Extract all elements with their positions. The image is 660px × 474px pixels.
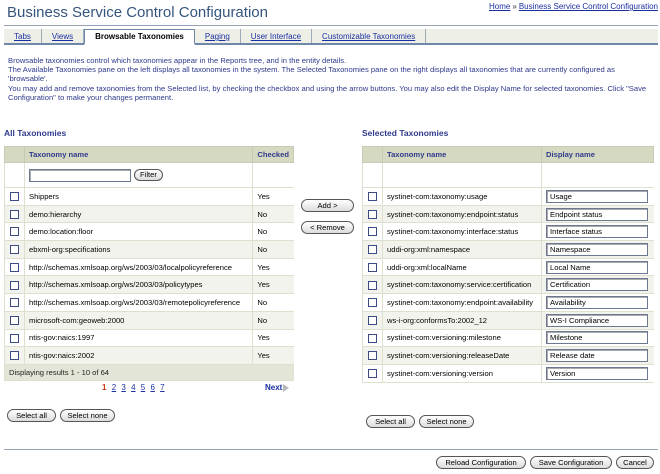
table-row	[363, 347, 654, 365]
row-checkbox-cell	[5, 241, 25, 259]
row-checkbox-cell	[363, 294, 383, 312]
spacer-cell	[363, 163, 383, 188]
checked-cell: Yes	[253, 188, 294, 206]
row-checkbox-cell	[5, 276, 25, 294]
table-row	[363, 188, 654, 206]
filter-row-spacer-right	[253, 163, 294, 188]
table-row	[5, 294, 294, 312]
right-select-all-button[interactable]: Select all	[366, 415, 415, 428]
taxonomy-name-cell: demo:hierarchy	[25, 205, 253, 223]
taxonomy-name-cell: uddi-org:xml:namespace	[383, 241, 542, 259]
row-checkbox-cell	[363, 241, 383, 259]
checkbox-column-header	[363, 147, 383, 163]
row-checkbox[interactable]	[368, 192, 377, 201]
display-name-cell	[542, 258, 654, 276]
table-row	[5, 205, 294, 223]
page-link-5[interactable]: 5	[140, 383, 146, 392]
display-name-cell	[542, 205, 654, 223]
row-checkbox-cell	[363, 364, 383, 382]
bottom-divider	[4, 449, 658, 450]
row-checkbox[interactable]	[10, 263, 19, 272]
page-title: Business Service Control Configuration	[7, 4, 268, 21]
taxonomy-name-cell: ws-i-org:conformsTo:2002_12	[383, 311, 542, 329]
selected-taxonomies-table	[362, 146, 654, 383]
checked-cell: Yes	[253, 329, 294, 347]
tab-paging[interactable]: Paging	[195, 29, 241, 43]
filter-input[interactable]	[29, 169, 131, 182]
tab-bar-fill	[426, 29, 658, 43]
checked-cell: No	[253, 241, 294, 259]
table-row	[5, 188, 294, 206]
checkbox-column-header	[5, 147, 25, 163]
page-link-2[interactable]: 2	[111, 383, 117, 392]
checked-cell: Yes	[253, 347, 294, 365]
display-name-cell	[542, 294, 654, 312]
table-row	[5, 311, 294, 329]
taxonomy-name-cell: systinet-com:versioning:releaseDate	[383, 347, 542, 365]
taxonomy-name-cell: systinet-com:taxonomy:endpoint:status	[383, 205, 542, 223]
table-row	[363, 205, 654, 223]
row-checkbox-cell	[5, 347, 25, 365]
table-row	[363, 329, 654, 347]
table-header-row	[5, 147, 294, 163]
tab-browsable-taxonomies[interactable]: Browsable Taxonomies	[84, 29, 195, 45]
display-name-input[interactable]: WS-I Compliance	[546, 314, 648, 327]
spacer-row	[363, 163, 654, 188]
display-name-cell	[542, 276, 654, 294]
row-checkbox[interactable]	[10, 227, 19, 236]
row-checkbox[interactable]	[368, 298, 377, 307]
display-name-cell	[542, 364, 654, 382]
table-row	[5, 329, 294, 347]
next-page-link[interactable]	[265, 383, 289, 392]
spacer-cell	[383, 163, 542, 188]
title-divider	[4, 25, 658, 26]
table-row	[5, 347, 294, 365]
row-checkbox[interactable]	[10, 334, 19, 343]
breadcrumb	[489, 2, 658, 11]
pager	[102, 383, 168, 392]
row-checkbox-cell	[5, 205, 25, 223]
taxonomy-name-cell: systinet-com:versioning:version	[383, 364, 542, 382]
display-name-input[interactable]: Endpoint status	[546, 208, 648, 221]
right-select-none-button[interactable]: Select none	[419, 415, 474, 428]
all-taxonomies-table	[4, 146, 294, 381]
remove-button[interactable]: < Remove	[301, 221, 354, 234]
intro-line-2: The Available Taxonomies pane on the left displays all taxonomies in the system. The Selected Taxonomies pane on the right displays all taxonomies that are currently configured as 'browsable'.	[8, 65, 615, 84]
intro-line-3: You may add and remove taxonomies from the Selected list, by checking the checkbox and using the arrow buttons. You may also edit the Display Name for selected taxonomies. Click "Save Configuration" to make your changes permanent.	[8, 83, 647, 102]
taxonomy-name-cell: ntis-gov:naics:2002	[25, 347, 253, 365]
row-checkbox-cell	[5, 329, 25, 347]
page-link-3[interactable]: 3	[121, 383, 126, 392]
display-name-input[interactable]: Certification	[546, 278, 648, 291]
taxonomy-name-cell: systinet-com:taxonomy:endpoint:availability	[383, 294, 542, 312]
page-link-6[interactable]: 6	[150, 383, 155, 392]
taxonomy-name-cell: systinet-com:taxonomy:service:certification	[383, 276, 542, 294]
row-checkbox-cell	[363, 188, 383, 206]
filter-row-spacer	[5, 163, 25, 188]
taxonomy-name-cell: ebxml-org:specifications	[25, 241, 253, 259]
taxonomy-name-cell: Shippers	[25, 188, 253, 206]
results-count: Displaying results 1 - 10 of 64	[5, 364, 294, 380]
row-checkbox[interactable]	[368, 245, 377, 254]
tab-bar	[4, 29, 658, 45]
row-checkbox[interactable]	[368, 210, 377, 219]
row-checkbox-cell	[363, 276, 383, 294]
display-name-input[interactable]: Availability	[546, 296, 648, 309]
row-checkbox[interactable]	[10, 281, 19, 290]
intro-line-1: Browsable taxonomies control which taxonomies appear in the Reports tree, and in the entity details.	[8, 56, 347, 65]
table-row	[363, 294, 654, 312]
taxonomy-name-cell: systinet-com:versioning:milestone	[383, 329, 542, 347]
row-checkbox[interactable]	[10, 192, 19, 201]
results-footer-row	[5, 364, 294, 380]
checked-cell: No	[253, 205, 294, 223]
display-name-cell	[542, 241, 654, 259]
taxonomy-name-cell: http://schemas.xmlsoap.org/ws/2003/03/localpolicyreference	[25, 258, 253, 276]
row-checkbox[interactable]	[10, 316, 19, 325]
row-checkbox[interactable]	[10, 245, 19, 254]
row-checkbox-cell	[363, 258, 383, 276]
taxonomy-name-cell: http://schemas.xmlsoap.org/ws/2003/03/remotepolicyreference	[25, 294, 253, 312]
row-checkbox-cell	[5, 294, 25, 312]
page-link-7[interactable]: 7	[160, 383, 165, 392]
row-checkbox[interactable]	[10, 298, 19, 307]
add-button[interactable]: Add >	[301, 199, 354, 212]
display-name-input[interactable]: Local Name	[546, 261, 648, 274]
checked-cell: No	[253, 223, 294, 241]
tab-user-interface[interactable]: User Interface	[241, 29, 312, 43]
taxonomy-name-column-header: Taxonomy name	[383, 147, 542, 163]
spacer-cell	[542, 163, 654, 188]
display-name-cell	[542, 223, 654, 241]
table-row	[5, 223, 294, 241]
row-checkbox-cell	[5, 311, 25, 329]
row-checkbox[interactable]	[368, 227, 377, 236]
intro-text	[8, 56, 648, 102]
taxonomy-name-cell: http://schemas.xmlsoap.org/ws/2003/03/policytypes	[25, 276, 253, 294]
left-select-none-button[interactable]: Select none	[60, 409, 115, 422]
row-checkbox[interactable]	[368, 316, 377, 325]
table-row	[363, 258, 654, 276]
row-checkbox-cell	[363, 311, 383, 329]
taxonomy-name-cell: demo:location:floor	[25, 223, 253, 241]
row-checkbox[interactable]	[368, 281, 377, 290]
taxonomy-name-cell: ntis-gov:naics:1997	[25, 329, 253, 347]
checked-cell: Yes	[253, 258, 294, 276]
checked-cell: No	[253, 294, 294, 312]
row-checkbox[interactable]	[10, 210, 19, 219]
display-name-cell	[542, 188, 654, 206]
row-checkbox[interactable]	[368, 263, 377, 272]
display-name-input[interactable]: Version	[546, 367, 648, 380]
display-name-input[interactable]: Interface status	[546, 225, 648, 238]
breadcrumb-home-link[interactable]: Home	[489, 2, 511, 11]
table-row	[363, 364, 654, 382]
display-name-column-header: Display name	[542, 147, 654, 163]
row-checkbox-cell	[363, 223, 383, 241]
save-configuration-button[interactable]: Save Configuration	[530, 456, 612, 469]
filter-row	[5, 163, 294, 188]
display-name-cell	[542, 311, 654, 329]
display-name-cell	[542, 329, 654, 347]
row-checkbox-cell	[363, 205, 383, 223]
checked-cell: Yes	[253, 276, 294, 294]
table-row	[5, 276, 294, 294]
display-name-input[interactable]: Usage	[546, 190, 648, 203]
all-taxonomies-title: All Taxonomies	[4, 128, 67, 138]
table-row	[363, 241, 654, 259]
row-checkbox-cell	[5, 223, 25, 241]
taxonomy-name-cell: uddi-org:xml:localName	[383, 258, 542, 276]
row-checkbox[interactable]	[368, 369, 377, 378]
row-checkbox-cell	[5, 188, 25, 206]
taxonomy-name-cell: systinet-com:taxonomy:usage	[383, 188, 542, 206]
next-label: Next	[265, 383, 283, 392]
tab-customizable-taxonomies[interactable]: Customizable Taxonomies	[312, 29, 426, 43]
page-link-4[interactable]: 4	[131, 383, 136, 392]
display-name-input[interactable]: Namespace	[546, 243, 648, 256]
row-checkbox[interactable]	[368, 351, 377, 360]
tab-tabs[interactable]: Tabs	[4, 29, 42, 43]
selected-taxonomies-title: Selected Taxonomies	[362, 128, 449, 138]
page-1-current: 1	[102, 383, 107, 392]
left-select-all-button[interactable]: Select all	[7, 409, 56, 422]
row-checkbox[interactable]	[368, 334, 377, 343]
taxonomy-name-cell: microsoft-com:geoweb:2000	[25, 311, 253, 329]
display-name-cell	[542, 347, 654, 365]
table-header-row	[363, 147, 654, 163]
taxonomy-name-cell: systinet-com:taxonomy:interface:status	[383, 223, 542, 241]
display-name-input[interactable]: Milestone	[546, 331, 648, 344]
tab-views[interactable]: Views	[42, 29, 84, 43]
breadcrumb-separator: »	[512, 2, 517, 11]
table-row	[363, 276, 654, 294]
row-checkbox-cell	[5, 258, 25, 276]
table-row	[363, 311, 654, 329]
table-row	[363, 223, 654, 241]
checked-cell: No	[253, 311, 294, 329]
checked-column-header: Checked	[253, 147, 294, 163]
breadcrumb-current-link[interactable]: Business Service Control Configuration	[518, 2, 658, 11]
reload-configuration-button[interactable]: Reload Configuration	[436, 456, 526, 469]
display-name-input[interactable]: Release date	[546, 349, 648, 362]
taxonomy-name-column-header: Taxonomy name	[25, 147, 253, 163]
row-checkbox-cell	[363, 347, 383, 365]
filter-button[interactable]: Filter	[134, 169, 163, 181]
table-row	[5, 258, 294, 276]
cancel-button[interactable]: Cancel	[616, 456, 654, 469]
filter-cell	[25, 163, 253, 188]
table-row	[5, 241, 294, 259]
row-checkbox[interactable]	[10, 351, 19, 360]
next-arrow-icon	[283, 384, 289, 392]
row-checkbox-cell	[363, 329, 383, 347]
